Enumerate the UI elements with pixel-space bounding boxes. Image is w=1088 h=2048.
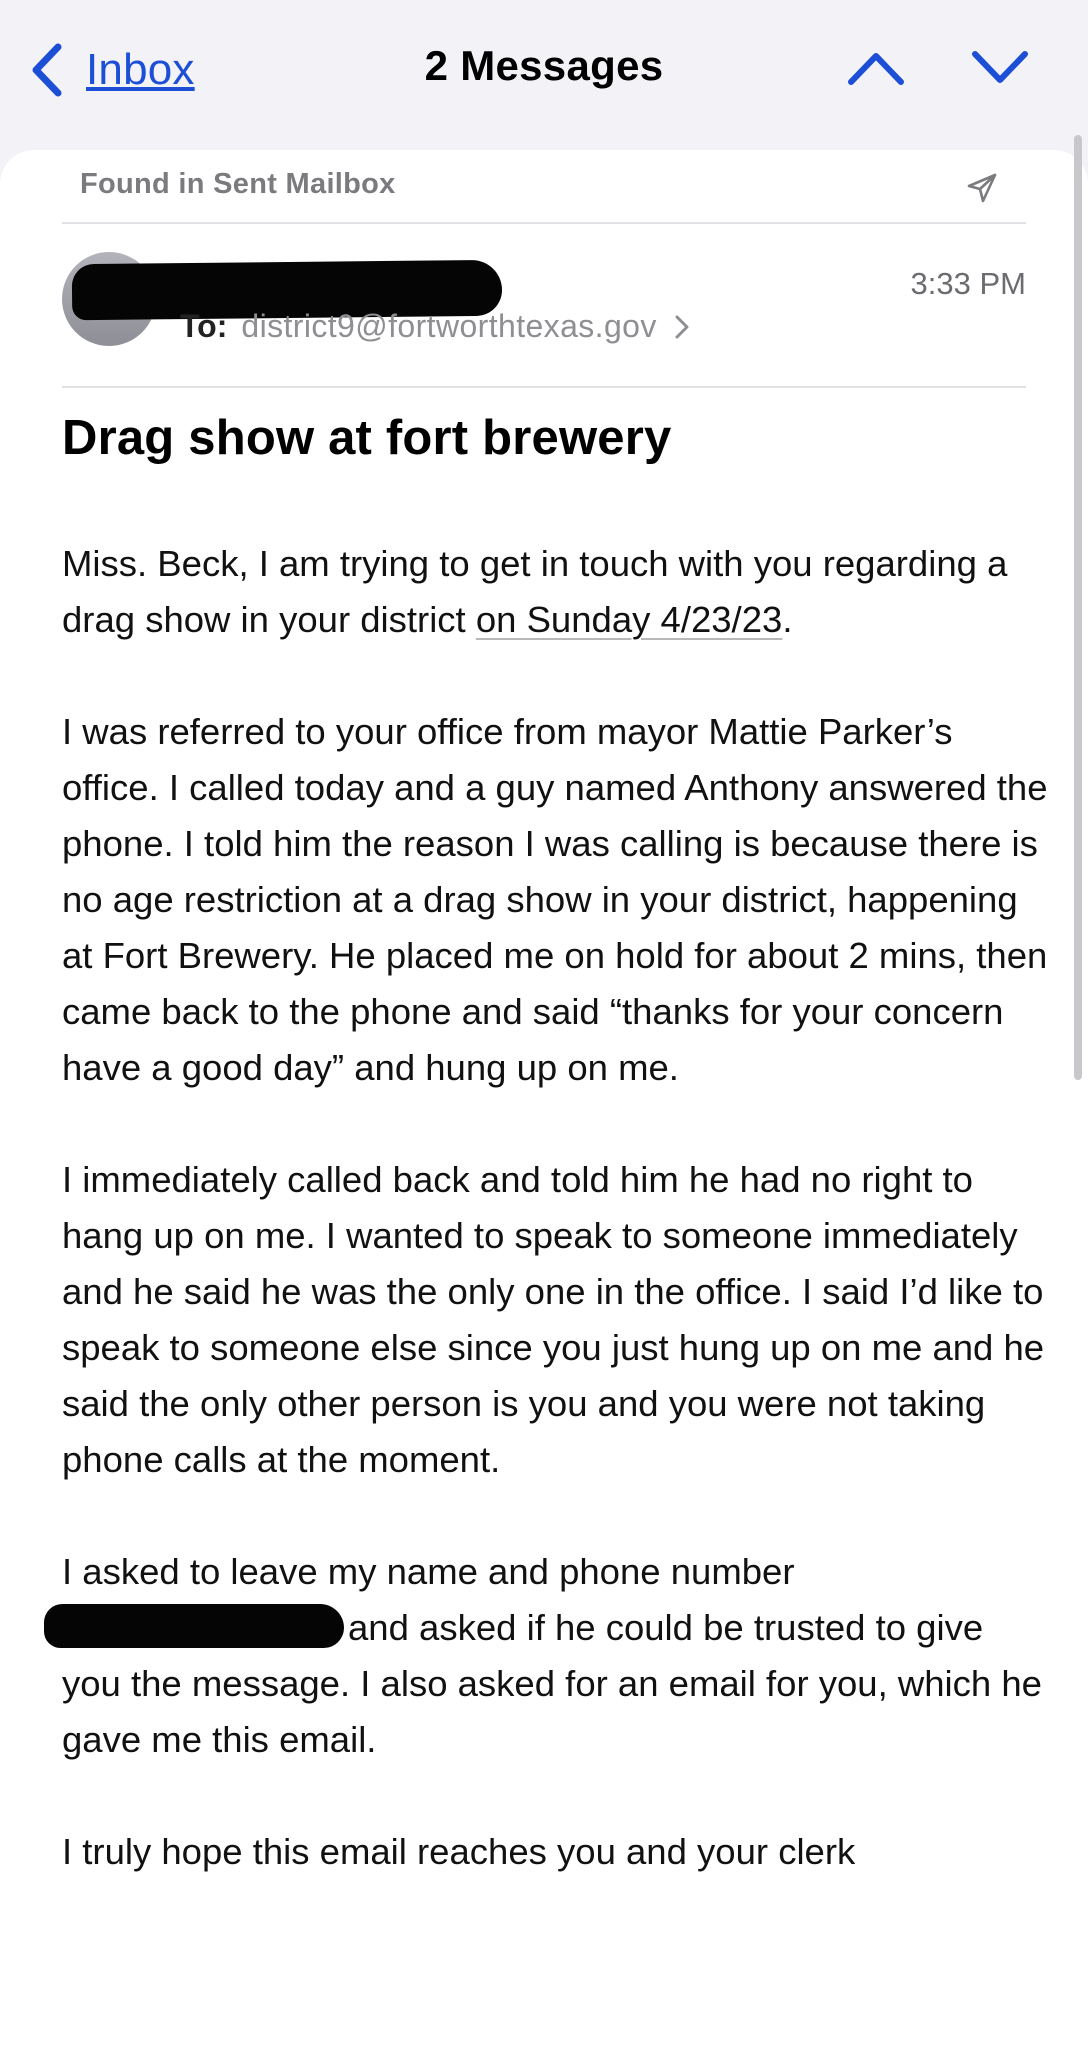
navigation-bar bbox=[0, 0, 1088, 150]
body-paragraph: I truly hope this email reaches you and your clerk bbox=[62, 1831, 856, 1872]
chevron-down-icon[interactable] bbox=[970, 48, 1030, 88]
body-paragraph: I immediately called back and told him he had no right to hang up on me. I wanted to speak to someone immediately and he said he was the only one in the office. I said I’d like to speak to someone else since you just hung up on me and he said the only other person is you and you were not taking phone calls at the moment. bbox=[62, 1159, 1045, 1480]
body-paragraph: I was referred to your office from mayor Mattie Parker’s office. I called today and a guy named Anthony answered the phone. I told him the reason I was calling is because there is no age restriction at a drag show in your district, happening at Fort Brewery. He placed me on hold for about 2 mins, then came back to the phone and said “thanks for your concern have a good day” and hung up on me. bbox=[62, 711, 1048, 1088]
chevron-up-icon[interactable] bbox=[846, 48, 906, 88]
redacted-phone-number bbox=[44, 1604, 344, 1648]
message-body bbox=[62, 536, 1052, 1936]
paper-plane-icon bbox=[966, 172, 998, 204]
back-label: Inbox bbox=[86, 45, 195, 94]
message-subject: Drag show at fort brewery bbox=[62, 411, 672, 465]
message-time: 3:33 PM bbox=[910, 266, 1026, 301]
to-label: To: bbox=[180, 308, 228, 344]
mailbox-notice bbox=[62, 152, 1026, 224]
body-paragraph: I asked to leave my name and phone number and asked if he could be trusted to give you the message. I also asked for an email for you, which he gave me this email. bbox=[62, 1544, 1052, 1768]
recipient-address[interactable]: district9@fortworthtexas.gov bbox=[241, 308, 657, 344]
recipient-line[interactable] bbox=[180, 308, 689, 345]
chevron-right-icon bbox=[675, 315, 689, 339]
scrollbar[interactable] bbox=[1074, 135, 1082, 1080]
body-paragraph: Miss. Beck, I am trying to get in touch with you regarding a drag show in your district on Sunday 4/23/23. bbox=[62, 543, 1008, 640]
message-header bbox=[62, 222, 1026, 388]
date-link[interactable]: on Sunday 4/23/23 bbox=[475, 599, 783, 640]
mailbox-notice-text: Found in Sent Mailbox bbox=[80, 168, 396, 200]
page-title: 2 Messages bbox=[424, 42, 664, 89]
